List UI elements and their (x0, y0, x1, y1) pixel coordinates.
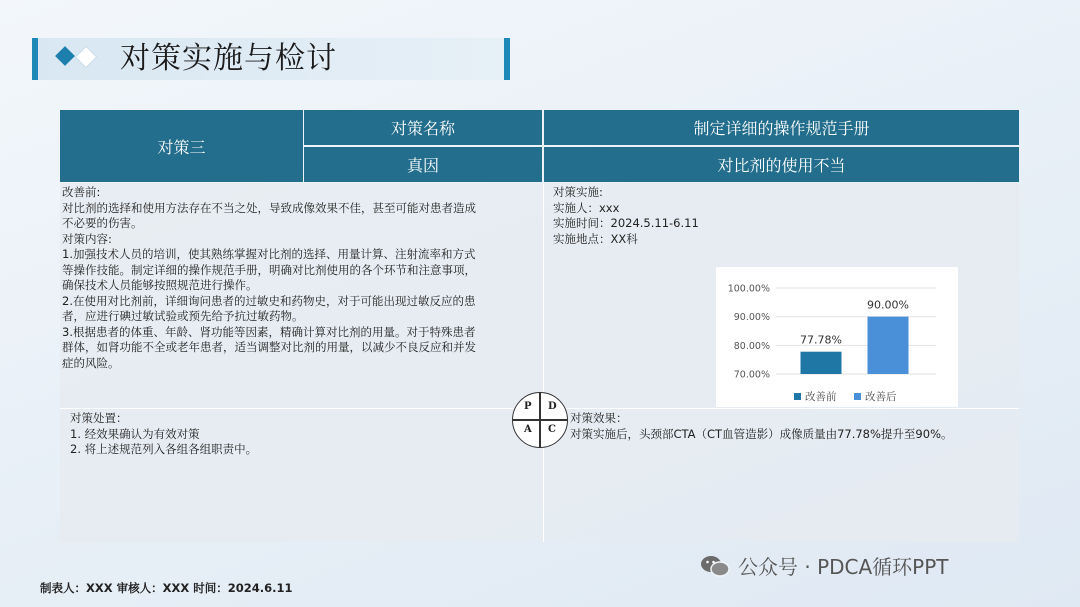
cause-label-cell: 真因 (304, 147, 542, 182)
pdca-cycle-icon (512, 392, 568, 448)
header-right-accent (504, 38, 510, 80)
before-section (62, 185, 540, 371)
y-tick-label: 90.00% (733, 312, 770, 324)
implementation-place: 实施地点：XX科 (553, 231, 638, 246)
cause-value-cell: 对比剂的使用不当 (544, 147, 1019, 182)
chart-bar (868, 317, 909, 374)
pdca-c-label: C (548, 424, 556, 435)
implementation-person: 实施人：xxx (553, 200, 620, 215)
effect-heading: 对策效果： (570, 411, 628, 425)
content-line: 3.根据患者的体重、年龄、肾功能等因素，精确计算对比剂的用量。对于特殊患者 (62, 324, 476, 339)
bar-chart (716, 267, 958, 407)
bar-value-label: 90.00% (867, 298, 909, 312)
watermark-text: 公众号 · PDCA循环PPT (738, 555, 949, 579)
watermark (700, 551, 949, 580)
improvement-chart (716, 267, 958, 407)
before-heading: 改善前: (62, 185, 101, 199)
disposal-item: 2. 将上述规范列入各组各组职责中。 (70, 442, 258, 456)
content-line: 者，应进行碘过敏试验或预先给予抗过敏药物。 (62, 309, 304, 323)
content-line: 群体，如肾功能不全或老年患者，适当调整对比剂的用量，以减少不良反应和并发 (62, 340, 476, 354)
y-tick-label: 80.00% (733, 340, 770, 352)
name-label-cell: 对策名称 (304, 110, 542, 145)
wechat-icon (700, 555, 730, 577)
pdca-p-label: P (524, 401, 532, 412)
disposal-section (70, 411, 530, 458)
column-divider (543, 183, 544, 542)
y-tick-label: 100.00% (727, 283, 770, 295)
disposal-heading: 对策处置： (70, 411, 128, 425)
chart-bar (801, 352, 842, 374)
header-left-accent (32, 38, 38, 80)
effect-text: 对策实施后，头颈部CTA（CT血管造影）成像质量由77.78%提升至90%。 (570, 426, 953, 441)
content-heading: 对策内容: (62, 231, 112, 246)
pdca-d-label: D (548, 401, 557, 412)
footer-info: 制表人：XXX 审核人：XXX 时间：2024.6.11 (40, 581, 293, 595)
legend-swatch (794, 393, 801, 400)
name-value-cell: 制定详细的操作规范手册 (544, 110, 1019, 145)
y-tick-label: 70.00% (733, 369, 770, 381)
disposal-item: 1. 经效果确认为有效对策 (70, 426, 200, 441)
header-bar (32, 38, 510, 80)
effect-section (570, 411, 1010, 442)
content-line: 1.加强技术人员的培训，使其熟练掌握对比剂的选择、用量计算、注射流率和方式 (62, 247, 476, 261)
countermeasure-table (60, 110, 1019, 542)
before-line: 不必要的伤害。 (62, 216, 143, 230)
pdca-a-label: A (524, 424, 532, 435)
content-line: 症的风险。 (62, 355, 120, 370)
diamond-icon (55, 46, 75, 66)
content-line: 等操作技能。制定详细的操作规范手册，明确对比剂使用的各个环节和注意事项， (62, 262, 476, 277)
bar-value-label: 77.78% (800, 333, 842, 347)
row-label-cell: 对策三 (60, 110, 303, 182)
content-line: 确保技术人员能够按照规范进行操作。 (62, 278, 258, 292)
legend-swatch (854, 393, 861, 400)
page-title: 对策实施与检讨 (120, 41, 337, 76)
legend-label: 改善后 (865, 391, 897, 403)
implementation-time: 实施时间：2024.5.11-6.11 (553, 216, 699, 230)
before-line: 对比剂的选择和使用方法存在不当之处，导致成像效果不佳，甚至可能对患者造成 (62, 200, 476, 215)
legend-label: 改善前 (805, 391, 837, 403)
content-line: 2.在使用对比剂前，详细询问患者的过敏史和药物史，对于可能出现过敏反应的患 (62, 293, 476, 308)
diamond-outline-icon (75, 46, 98, 69)
implementation-section (553, 185, 753, 247)
implementation-heading: 对策实施: (553, 185, 603, 199)
